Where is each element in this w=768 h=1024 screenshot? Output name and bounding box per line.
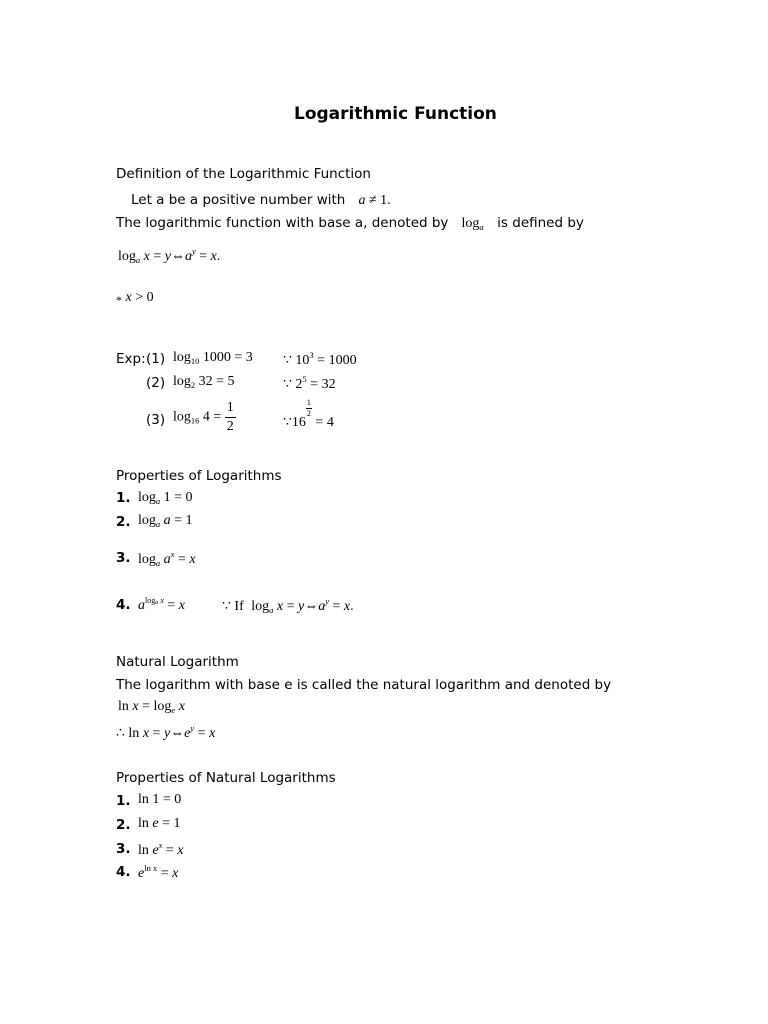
natural-text: The logarithm with base e is called the natural logarithm and denoted by (116, 677, 612, 693)
natural-line-1: $\ln x = \log_e x$ (118, 699, 185, 715)
property-2-formula: $\log_a a = 1$ (138, 513, 193, 529)
example-3-exponent-fraction: $\frac{1}{2}$ (306, 398, 311, 418)
natural-property-1-number: 1. (116, 793, 131, 809)
example-2-reason: ∵ $2^5 = 32$ (283, 374, 336, 392)
property-4-number: 4. (116, 597, 131, 613)
property-1-formula: $\log_a 1 = 0$ (138, 490, 193, 506)
example-3-reason: ∵16 $\frac{1}{2}$ = 4 (283, 398, 334, 430)
natural-properties-heading: Properties of Natural Logarithms (116, 770, 336, 786)
property-3-number: 3. (116, 550, 131, 566)
property-3-formula: $\log_a a^x = x$ (138, 549, 196, 568)
natural-property-1-formula: ln 1 = 0 (138, 792, 182, 807)
example-label: Exp: (116, 351, 146, 367)
property-2-number: 2. (116, 514, 131, 530)
properties-heading: Properties of Logarithms (116, 468, 282, 484)
example-2-log: $\log_2 32 = 5$ (173, 374, 235, 390)
example-1-number: (1) (146, 351, 166, 367)
definition-heading: Definition of the Logarithmic Function (116, 166, 371, 182)
definition-formula: $\log_a x$ = $y\Leftrightarrow a^y = x$. (118, 246, 221, 265)
natural-property-2-number: 2. (116, 817, 131, 833)
definition-let-line: Let a be a positive number with a ≠ 1. (131, 192, 391, 208)
domain-note: * x > 0 (116, 290, 154, 307)
example-2-number: (2) (146, 375, 166, 391)
natural-property-4-number: 4. (116, 864, 131, 880)
example-3-log: $\log_{16} 4$ = $\frac{1}{2}$ (173, 400, 234, 434)
natural-heading: Natural Logarithm (116, 654, 239, 670)
property-1-number: 1. (116, 490, 131, 506)
natural-line-2: ∴ $\ln x = y\Leftrightarrow e^y = x$ (116, 723, 216, 741)
property-4-reason: ∵ If $\log_a x$ = $y\Leftrightarrow a^y = x$. (222, 596, 354, 615)
example-1-reason: ∵ $10^3 = 1000$ (283, 350, 357, 368)
page-title: Logarithmic Function (294, 104, 497, 124)
natural-property-3-formula: $\ln e^x = x$ (138, 840, 184, 858)
natural-property-4-formula: $e^{ln x} = x$ (138, 863, 179, 881)
natural-property-2-formula: ln e = 1 (138, 816, 181, 831)
natural-property-3-number: 3. (116, 841, 131, 857)
definition-base-line: The logarithmic function with base a, denoted by $\log_a$ is defined by (116, 215, 584, 232)
example-3-number: (3) (146, 412, 166, 428)
example-1-log: $\log_{10} 1000 = 3$ (173, 350, 253, 366)
example-3-fraction: $\frac{1}{2}$ (226, 400, 234, 434)
property-4-formula: $a^{log_a x} = x$ (138, 596, 185, 613)
